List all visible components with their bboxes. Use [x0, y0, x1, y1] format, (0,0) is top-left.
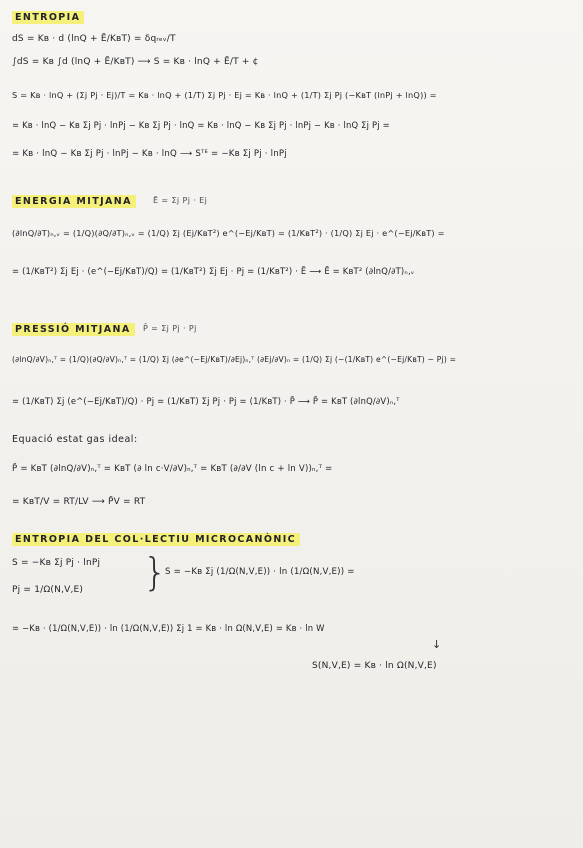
entropia-eq-1: dS = Kʙ · d (lnQ + Ē/KʙT) = δqᵣₑᵥ/T	[12, 34, 176, 44]
system-brace: }	[143, 550, 168, 594]
heading-energia-mitjana: ENERGIA MITJANA	[12, 195, 136, 208]
heading-pressio-mitjana: PRESSIÓ MITJANA	[12, 323, 135, 336]
pressio-eq-2: = (1/KʙT) Σj (e^(−Ej/KʙT)/Q) · Pj = (1/KʙT) Σj Pj · Pj = (1/KʙT) · P̄ ⟶ P̄ = KʙT (∂lnQ/∂V)ₙ,ᵀ	[12, 396, 400, 406]
heading-entropia: ENTROPIA	[12, 11, 84, 24]
entropia-eq-4: = Kʙ · lnQ − Kʙ Σj Pj · lnPj − Kʙ Σj Pj · lnQ = Kʙ · lnQ − Kʙ Σj Pj · lnPj − Kʙ · lnQ Σj Pj =	[12, 120, 390, 130]
down-arrow-icon: ↓	[432, 638, 442, 651]
heading-entropia-microcanonic: ENTROPIA DEL COL·LECTIU MICROCANÒNIC	[12, 533, 300, 546]
energia-eq-2: = (1/KʙT²) Σj Ej · (e^(−Ej/KʙT)/Q) = (1/KʙT²) Σj Ej · Pj = (1/KʙT²) · Ē ⟶ Ē = KʙT² (∂lnQ/∂T)ₙ,ᵥ	[12, 266, 415, 276]
entropia-eq-5: = Kʙ · lnQ − Kʙ Σj Pj · lnPj − Kʙ · lnQ ⟶ Sᵀᴱ = −Kʙ Σj Pj · lnPj	[12, 149, 287, 159]
pressio-definition: P̄ = Σj Pj · Pj	[143, 324, 197, 333]
microcanonic-final-eq: S(N,V,E) = Kʙ · ln Ω(N,V,E)	[312, 661, 437, 671]
microcanonic-system-eq-1: S = −Kʙ Σj Pj · lnPj	[12, 558, 101, 568]
pressio-eq-1: (∂lnQ/∂V)ₙ,ᵀ = (1/Q)(∂Q/∂V)ₙ,ᵀ = (1/Q) Σj (∂e^(−Ej/KʙT)/∂Ej)ₙ,ᵀ (∂Ej/∂V)ₙ = (1/Q) Σj (−(1/KʙT) e^(−Ej/KʙT) − Pj) =	[12, 355, 457, 364]
energia-definition: Ē = Σj Pj · Ej	[153, 196, 208, 205]
entropia-eq-2: ∫dS = Kʙ ∫d (lnQ + Ē/KʙT) ⟶ S = Kʙ · lnQ + Ē/T + ¢	[12, 57, 259, 67]
entropia-eq-3: S = Kʙ · lnQ + (Σj Pj · Ej)/T = Kʙ · lnQ + (1/T) Σj Pj · Ej = Kʙ · lnQ + (1/T) Σj Pj (−KʙT (lnPj + lnQ)) =	[12, 90, 437, 100]
energia-eq-1: (∂lnQ/∂T)ₙ,ᵥ = (1/Q)(∂Q/∂T)ₙ,ᵥ = (1/Q) Σj (Ej/KʙT²) e^(−Ej/KʙT) = (1/KʙT²) · (1/Q) Σj Ej · e^(−Ej/KʙT) =	[12, 228, 445, 238]
microcanonic-eq-1: = −Kʙ · (1/Ω(N,V,E)) · ln (1/Ω(N,V,E)) Σj 1 = Kʙ · ln Ω(N,V,E) = Kʙ · ln W	[12, 623, 325, 633]
gas-ideal-subheading: Equació estat gas ideal:	[12, 434, 138, 445]
gas-ideal-eq-1: P̄ = KʙT (∂lnQ/∂V)ₙ,ᵀ = KʙT (∂ ln c·V/∂V)ₙ,ᵀ = KʙT (∂/∂V (ln c + ln V))ₙ,ᵀ =	[12, 464, 333, 474]
microcanonic-result-eq: S = −Kʙ Σj (1/Ω(N,V,E)) · ln (1/Ω(N,V,E)) =	[165, 567, 355, 577]
microcanonic-system-eq-2: Pj = 1/Ω(N,V,E)	[12, 585, 84, 595]
gas-ideal-eq-2: = KʙT/V = RT/LV ⟶ P̄V = RT	[12, 497, 146, 507]
